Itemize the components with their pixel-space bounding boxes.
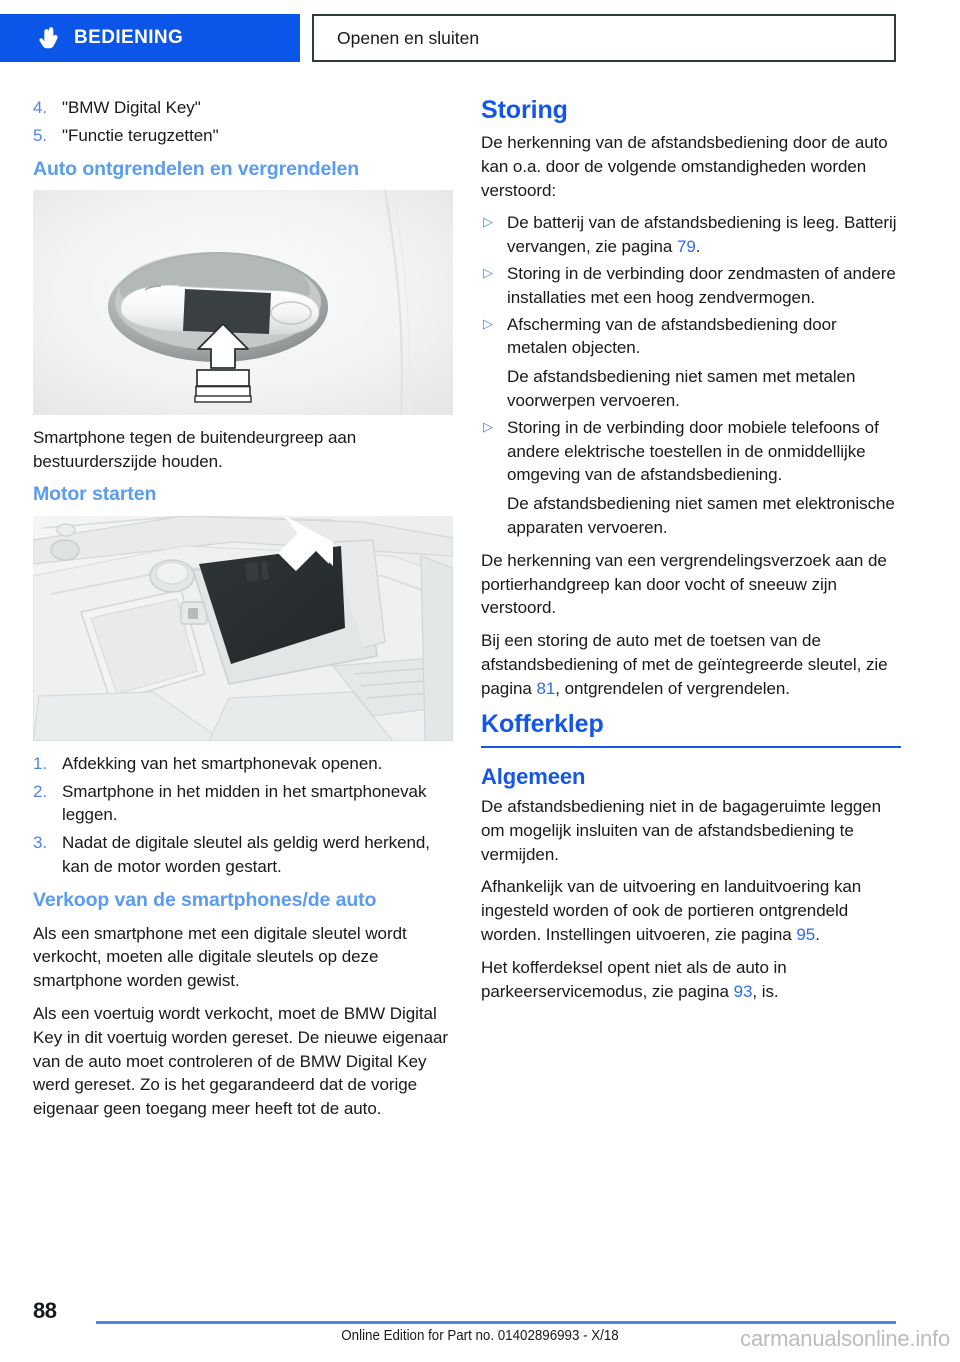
- general-paragraph-2: [481, 875, 901, 946]
- list-text: De batterij van de afstandsbediening is leeg. Batterij vervangen, zie pagina: [507, 213, 897, 257]
- watermark: carmanualsonline.info: [740, 1326, 950, 1351]
- footer-divider: [96, 1321, 896, 1324]
- general-paragraph-2-tail: .: [815, 925, 820, 945]
- page-reference[interactable]: 79: [676, 237, 696, 257]
- list-text: Storing in de verbinding door zendmasten of andere installaties met een hoog zendvermogen.: [507, 263, 896, 307]
- list-item: [481, 313, 901, 413]
- list-text: Storing in de verbinding door mobiele telefoons of andere elektrische toestellen in de onmiddellijke omgeving van de afstandsbediening.: [507, 417, 879, 485]
- list-item: [481, 211, 901, 259]
- page-number: 88: [33, 1298, 57, 1323]
- triangle-bullet-icon: ▷: [483, 214, 493, 230]
- fault-bullet-list: [481, 211, 901, 539]
- edition-text: Online Edition for Part no. 01402896993 - X/18: [341, 1328, 619, 1344]
- page-reference[interactable]: 81: [536, 678, 556, 698]
- general-paragraph-3-tail: , is.: [752, 981, 779, 1001]
- page-reference[interactable]: 93: [733, 981, 753, 1001]
- general-paragraph-3: [481, 956, 901, 1004]
- list-text-after: .: [695, 237, 701, 257]
- fault-paragraph-2-text: Bij een storing de auto met de toetsen van de afstandsbediening of met de geïntegreerde sleutel, zie pagina: [481, 631, 888, 698]
- heading-general: Algemeen: [481, 763, 586, 789]
- chapter-label: BEDIENING: [74, 27, 184, 48]
- left-column: [33, 96, 453, 1130]
- list-number: 2.: [33, 781, 48, 801]
- list-item: [33, 780, 453, 828]
- list-text: Smartphone in het midden in het smartphonevak leggen.: [62, 781, 427, 825]
- list-text: "Functie terugzetten": [62, 125, 219, 145]
- triangle-bullet-icon: ▷: [483, 264, 493, 280]
- list-number: 1.: [33, 753, 48, 773]
- list-text: Afdekking van het smartphonevak openen.: [62, 753, 383, 773]
- list-number: 5.: [33, 125, 48, 145]
- hand-pointer-icon: [38, 26, 60, 50]
- triangle-bullet-icon: ▷: [483, 315, 493, 331]
- heading-engine-start: Motor starten: [33, 482, 157, 505]
- list-item: [33, 124, 453, 148]
- list-number: 3.: [33, 833, 48, 853]
- heading-trunk-lid: Kofferklep: [481, 710, 901, 748]
- list-item: [33, 831, 453, 879]
- general-paragraph-3-text: Het kofferdeksel opent niet als de auto in parkeerservicemodus, zie pagina: [481, 957, 787, 1001]
- page-footer: [0, 1290, 960, 1362]
- fault-paragraph-2: [481, 629, 901, 700]
- page-reference[interactable]: 95: [796, 925, 816, 945]
- list-text: "BMW Digital Key": [62, 98, 201, 117]
- list-text: Afscherming van de afstandsbediening door metalen objecten.: [507, 314, 837, 358]
- heading-sale: Verkoop van de smartphones/de auto: [33, 888, 377, 911]
- list-item: [33, 96, 453, 120]
- sale-paragraph-1: Als een smartphone met een digitale sleutel wordt verkocht, moeten alle digitale sleutels op deze smartphone worden gewist.: [33, 923, 407, 991]
- heading-auto-unlock: Auto ontgrendelen en vergrendelen: [33, 157, 360, 180]
- continued-numbered-list: [33, 96, 453, 148]
- section-title: Openen en sluiten: [337, 27, 480, 48]
- figure-center-console: [33, 516, 453, 741]
- triangle-bullet-icon: ▷: [483, 418, 493, 434]
- engine-start-steps: [33, 752, 453, 879]
- right-column: [481, 96, 901, 1012]
- fault-paragraph-2-tail: , ontgrendelen of vergrendelen.: [555, 678, 790, 698]
- figure-door-handle: [33, 190, 453, 415]
- list-text: Nadat de digitale sleutel als geldig werd herkend, kan de motor worden gestart.: [62, 833, 430, 876]
- list-item: [481, 262, 901, 310]
- general-paragraph-1: De afstandsbediening niet in de bagageruimte leggen om mogelijk insluiten van de afstandsbediening te vermijden.: [481, 797, 882, 864]
- center-console-illustration: [33, 516, 453, 741]
- section-title-box: [312, 14, 896, 62]
- fault-intro: De herkenning van de afstandsbediening door de auto kan o.a. door de volgende omstandigheden worden verstoord:: [481, 133, 888, 200]
- list-number: 4.: [33, 98, 48, 117]
- fault-paragraph-1: De herkenning van een vergrendelingsverzoek aan de portierhandgreep kan door vocht of sneeuw zijn verstoord.: [481, 550, 887, 618]
- caption-door-handle: Smartphone tegen de buitendeurgreep aan bestuurderszijde houden.: [33, 428, 357, 472]
- list-subnote: De afstandsbediening niet samen met metalen voorwerpen vervoeren.: [507, 367, 856, 410]
- page-header: [0, 14, 960, 64]
- sale-paragraph-2: Als een voertuig wordt verkocht, moet de BMW Digital Key in dit voertuig worden gereset. De nieuwe eigenaar van de auto moet controleren of de BMW Digital Key werd gereset. Zo is het gegarandeerd dat de vorige eigenaar geen toegang meer heeft tot de auto.: [33, 1003, 448, 1119]
- general-paragraph-2-text: Afhankelijk van de uitvoering en landuitvoering kan ingesteld worden of ook de portieren ontgrendeld worden. Instellingen uitvoeren, zie pagina: [481, 877, 862, 945]
- door-handle-illustration: [33, 190, 453, 415]
- list-item: [481, 416, 901, 540]
- list-item: [33, 752, 453, 776]
- chapter-tab: [0, 14, 300, 62]
- list-subnote: De afstandsbediening niet samen met elektronische apparaten vervoeren.: [507, 494, 895, 537]
- heading-fault: Storing: [481, 96, 568, 124]
